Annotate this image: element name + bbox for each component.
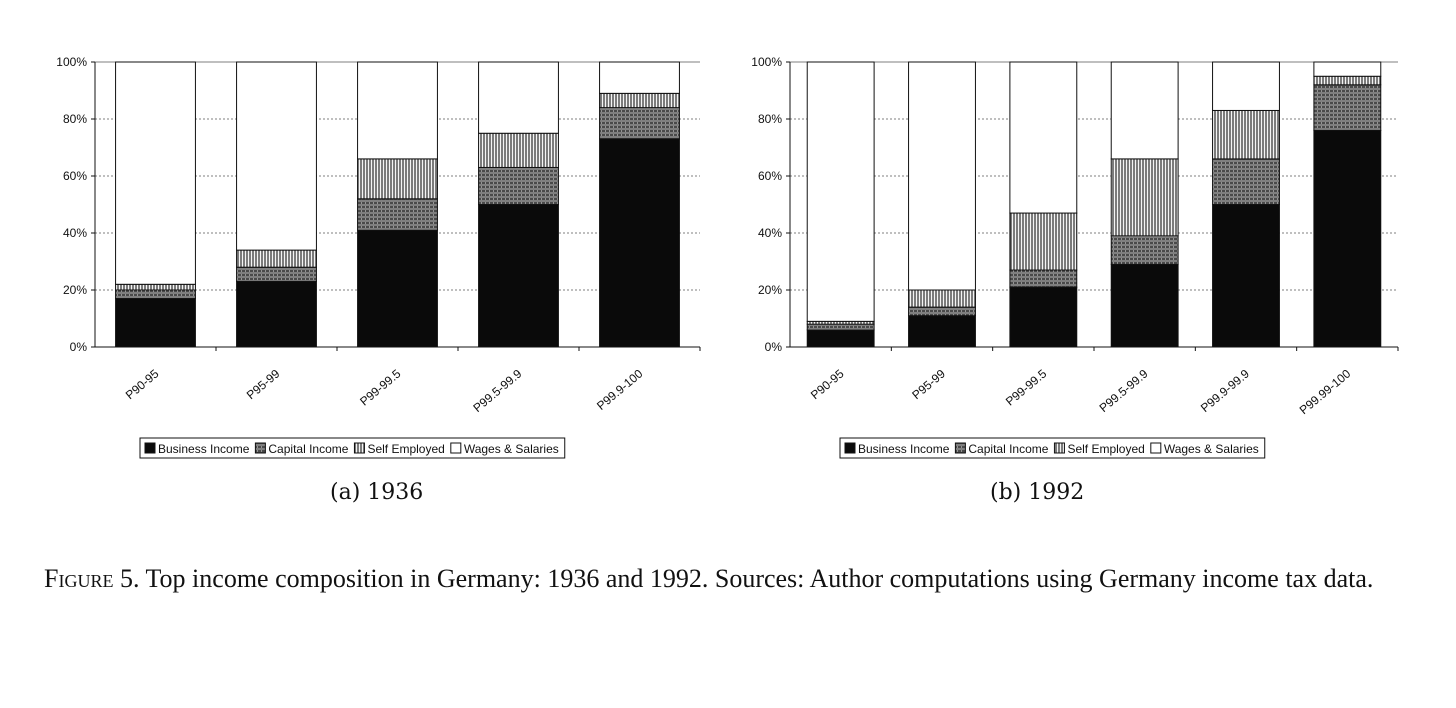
bar-capital-income-p99-5-99-9: [1111, 236, 1178, 265]
legend-label-business-income: Business Income: [858, 442, 950, 456]
legend-label-wages-salaries: Wages & Salaries: [1163, 442, 1259, 456]
x-tick-label-p95-99: P95-99: [243, 366, 283, 403]
legend-swatch-wages-salaries: [451, 443, 461, 453]
x-tick-label-p90-95: P90-95: [807, 366, 847, 403]
bar-self-employed-p95-99: [237, 250, 317, 267]
bar-business-income-p99-99-5: [358, 230, 438, 347]
bar-capital-income-p99-9-99-9: [1213, 159, 1280, 205]
bar-self-employed-p99-9-99-9: [1213, 110, 1280, 158]
bar-business-income-p95-99: [237, 281, 317, 347]
panel-label-1936: (a) 1936: [330, 480, 424, 505]
bar-capital-income-p95-99: [237, 267, 317, 281]
bar-capital-income-p90-95: [116, 290, 196, 299]
bar-capital-income-p99-9-100: [600, 108, 680, 139]
bar-self-employed-p99-99-5: [358, 159, 438, 199]
legend-label-self-employed: Self Employed: [367, 442, 445, 456]
bar-wages-salaries-p99-9-99-9: [1213, 62, 1280, 110]
legend-swatch-business-income: [845, 443, 855, 453]
legend-swatch-capital-income: [955, 443, 965, 453]
legend-label-wages-salaries: Wages & Salaries: [463, 442, 559, 456]
bar-business-income-p99-99-100: [1314, 130, 1381, 347]
legend: [840, 438, 1265, 458]
caption-label: Figure 5.: [44, 564, 140, 593]
x-tick-label-p99-5-99-9: P99.5-99.9: [1096, 366, 1151, 416]
x-tick-label-p99-99-5: P99-99.5: [1002, 366, 1050, 409]
legend-swatch-capital-income: [255, 443, 265, 453]
bar-self-employed-p99-99-100: [1314, 76, 1381, 85]
legend-swatch-business-income: [145, 443, 155, 453]
bar-business-income-p99-5-99-9: [479, 205, 559, 348]
x-tick-label-p99-9-100: P99.9-100: [593, 366, 646, 413]
y-tick-label: 100%: [751, 55, 782, 69]
bar-wages-salaries-p90-95: [116, 62, 196, 284]
y-tick-label: 80%: [62, 112, 87, 126]
bar-wages-salaries-p95-99: [237, 62, 317, 250]
y-tick-label: 0%: [69, 340, 87, 354]
caption-text: Top income composition in Germany: 1936 and 1992. Sources: Author computations using Germany income tax data.: [145, 564, 1374, 593]
x-tick-label-p90-95: P90-95: [122, 366, 162, 403]
y-tick-label: 60%: [62, 169, 87, 183]
bar-self-employed-p99-9-100: [600, 93, 680, 107]
bar-self-employed-p99-5-99-9: [1111, 159, 1178, 236]
bar-capital-income-p99-99-5: [1010, 270, 1077, 287]
x-tick-label-p99-9-99-9: P99.9-99.9: [1197, 366, 1252, 416]
bar-self-employed-p90-95: [116, 284, 196, 290]
bar-wages-salaries-p99-5-99-9: [1111, 62, 1178, 159]
x-tick-label-p99-99-100: P99.99-100: [1296, 366, 1354, 418]
bar-business-income-p99-99-5: [1010, 287, 1077, 347]
y-tick-label: 40%: [757, 226, 782, 240]
y-tick-label: 20%: [757, 283, 782, 297]
bar-wages-salaries-p90-95: [807, 62, 874, 321]
chart-1936: [0, 0, 728, 470]
y-tick-label: 100%: [56, 55, 87, 69]
bar-capital-income-p99-99-100: [1314, 85, 1381, 131]
bar-capital-income-p95-99: [909, 307, 976, 316]
bar-capital-income-p90-95: [807, 324, 874, 330]
bar-capital-income-p99-99-5: [358, 199, 438, 230]
bar-business-income-p99-5-99-9: [1111, 264, 1178, 347]
x-tick-label-p99-99-5: P99-99.5: [357, 366, 404, 409]
legend-label-capital-income: Capital Income: [268, 442, 349, 456]
panel-label-1992: (b) 1992: [990, 480, 1085, 505]
legend-label-capital-income: Capital Income: [968, 442, 1049, 456]
bar-business-income-p95-99: [909, 316, 976, 347]
y-tick-label: 60%: [757, 169, 782, 183]
figure-caption: [44, 562, 1404, 595]
bar-wages-salaries-p95-99: [909, 62, 976, 290]
y-tick-label: 20%: [62, 283, 87, 297]
bar-business-income-p90-95: [116, 299, 196, 347]
legend-swatch-wages-salaries: [1151, 443, 1161, 453]
bar-self-employed-p99-5-99-9: [479, 133, 559, 167]
bar-wages-salaries-p99-9-100: [600, 62, 680, 93]
legend: [140, 438, 565, 458]
bar-wages-salaries-p99-99-5: [1010, 62, 1077, 213]
legend-swatch-self-employed: [354, 443, 364, 453]
bar-self-employed-p95-99: [909, 290, 976, 307]
bar-self-employed-p99-99-5: [1010, 213, 1077, 270]
bar-business-income-p99-9-99-9: [1213, 205, 1280, 348]
y-tick-label: 0%: [764, 340, 782, 354]
bar-wages-salaries-p99-5-99-9: [479, 62, 559, 133]
bar-wages-salaries-p99-99-5: [358, 62, 438, 159]
chart-1992: [728, 0, 1456, 470]
bar-capital-income-p99-5-99-9: [479, 167, 559, 204]
x-tick-label-p95-99: P95-99: [909, 366, 948, 403]
legend-label-business-income: Business Income: [158, 442, 250, 456]
y-tick-label: 40%: [62, 226, 87, 240]
bar-business-income-p99-9-100: [600, 139, 680, 347]
y-tick-label: 80%: [757, 112, 782, 126]
legend-label-self-employed: Self Employed: [1067, 442, 1145, 456]
legend-swatch-self-employed: [1054, 443, 1064, 453]
bar-business-income-p90-95: [807, 330, 874, 347]
bar-wages-salaries-p99-99-100: [1314, 62, 1381, 76]
x-tick-label-p99-5-99-9: P99.5-99.9: [470, 366, 525, 416]
